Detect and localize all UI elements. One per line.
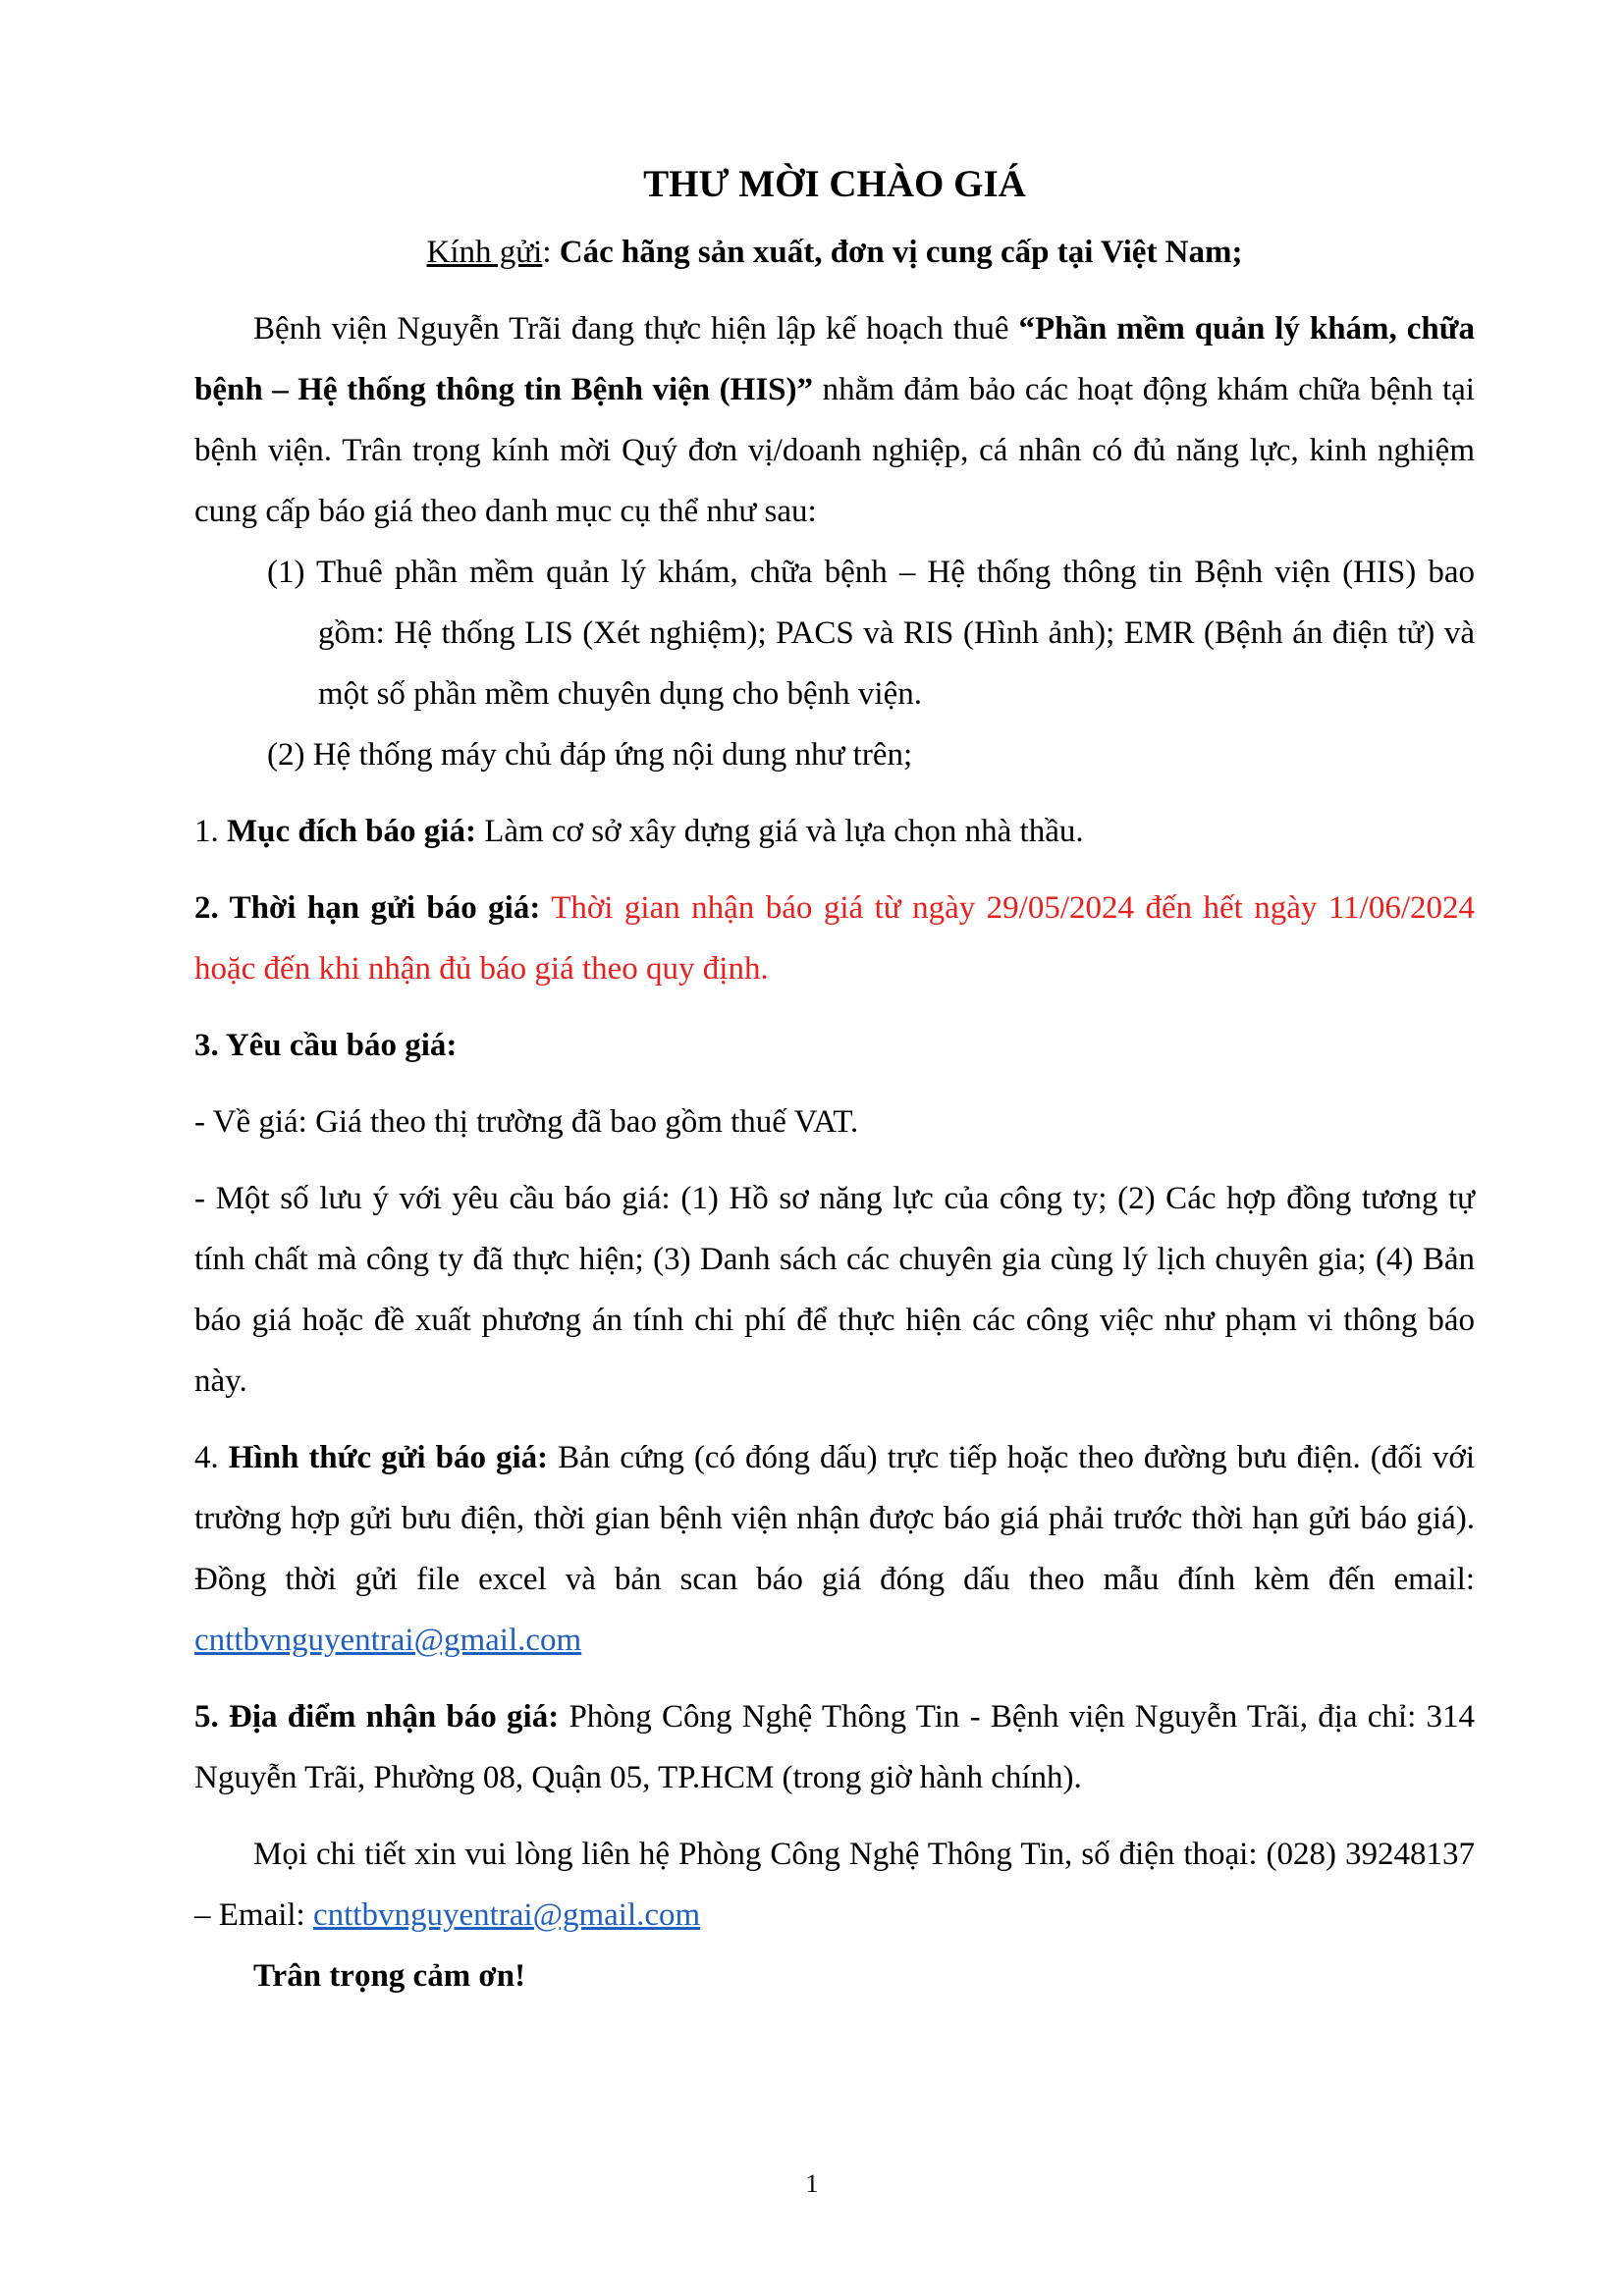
intro-bold: “Phần mềm quản lý khám, chữa bệnh – Hệ thống thông tin Bệnh viện (HIS)” (194, 311, 1476, 407)
recipient-colon: : (542, 235, 552, 270)
closing-line (194, 1946, 1475, 2006)
section-4-text: Bản cứng (có đóng dấu) trực tiếp hoặc theo đường bưu điện. (đối với trường hợp gửi bưu điện, thời gian bệnh viện nhận được báo giá phải trước thời hạn gửi báo giá). Đồng thời gửi file excel và bản scan báo giá đóng dấu theo mẫu đính kèm đến email: (194, 1440, 1476, 1597)
section-1-number: 1 (194, 814, 211, 849)
thanks-text: Trân trọng cảm ơn! (253, 1958, 526, 1994)
list-item-1: (1) Thuê phần mềm quản lý khám, chữa bệnh – Hệ thống thông tin Bệnh viện (HIS) bao gồm: Hệ thống LIS (Xét nghiệm); PACS và RIS (Hình ảnh); EMR (Bệnh án điện tử) và một số phần mềm chuyên dụng cho bệnh viện. (267, 555, 1475, 712)
recipient-value: Các hãng sản xuất, đơn vị cung cấp tại Việt Nam; (559, 235, 1243, 270)
recipient-line (194, 222, 1475, 283)
recipient-label: Kính gửi (426, 235, 543, 270)
intro-paragraph (194, 298, 1475, 542)
section-3-line-1: - Về giá: Giá theo thị trường đã bao gồm thuế VAT. (194, 1104, 859, 1140)
page-number: 1 (805, 2169, 819, 2198)
section-1 (194, 801, 1475, 862)
document-body (194, 147, 1475, 2006)
section-1-dot: . (210, 814, 219, 849)
intro-text-1: Bệnh viện Nguyễn Trãi đang thực hiện lập kế hoạch thuê (253, 311, 1009, 347)
intro-text-2: nhằm đảm bảo các hoạt động khám chữa bệnh tại bệnh viện. Trân trọng kính mời Quý đơn vị/doanh nghiệp, cá nhân có đủ năng lực, kinh nghiệm cung cấp báo giá theo danh mục cụ thể như sau: (194, 372, 1475, 529)
section-3-line-2: - Một số lưu ý với yêu cầu báo giá: (1) Hồ sơ năng lực của công ty; (2) Các hợp đồng tương tự tính chất mà công ty đã thực hiện; (3) Danh sách các chuyên gia cùng lý lịch chuyên gia; (4) Bản báo giá hoặc đề xuất phương án tính chi phí để thực hiện các công việc như phạm vi thông báo này. (194, 1181, 1475, 1399)
section-1-label: Mục đích báo giá: (227, 814, 476, 849)
contact-text: Mọi chi tiết xin vui lòng liên hệ Phòng Công Nghệ Thông Tin, số điện thoại: (028) 39248137 – Email: (194, 1837, 1475, 1933)
section-3-label (194, 1015, 1475, 1076)
section-4-dot: . (210, 1440, 219, 1475)
section-5-label: 5. Địa điểm nhận báo giá: (194, 1699, 560, 1735)
list-item-2: (2) Hệ thống máy chủ đáp ứng nội dung như trên; (267, 737, 913, 773)
section-4-email-link[interactable]: cnttbvnguyentrai@gmail.com (194, 1623, 582, 1658)
section-5 (194, 1686, 1475, 1808)
section-4-number: 4 (194, 1440, 211, 1475)
section-2 (194, 878, 1475, 999)
section-4 (194, 1427, 1475, 1671)
section-4-label: Hình thức gửi báo giá: (228, 1440, 549, 1475)
document-title: THƯ MỜI CHÀO GIÁ (643, 163, 1026, 205)
section-2-label: 2. Thời hạn gửi báo giá: (194, 890, 541, 926)
contact-email-link[interactable]: cnttbvnguyentrai@gmail.com (312, 1897, 701, 1933)
section-5-text: Phòng Công Nghệ Thông Tin - Bệnh viện Nguyễn Trãi, địa chỉ: 314 Nguyễn Trãi, Phường 08, Quận 05, TP.HCM (trong giờ hành chính). (194, 1699, 1476, 1795)
contact-paragraph (194, 1824, 1475, 1946)
section-1-text: Làm cơ sở xây dựng giá và lựa chọn nhà thầu. (484, 814, 1084, 849)
section-3-heading: 3. Yêu cầu báo giá: (194, 1028, 458, 1063)
section-2-text: Thời gian nhận báo giá từ ngày 29/05/2024 đến hết ngày 11/06/2024 hoặc đến khi nhận đủ báo giá theo quy định. (194, 890, 1475, 987)
